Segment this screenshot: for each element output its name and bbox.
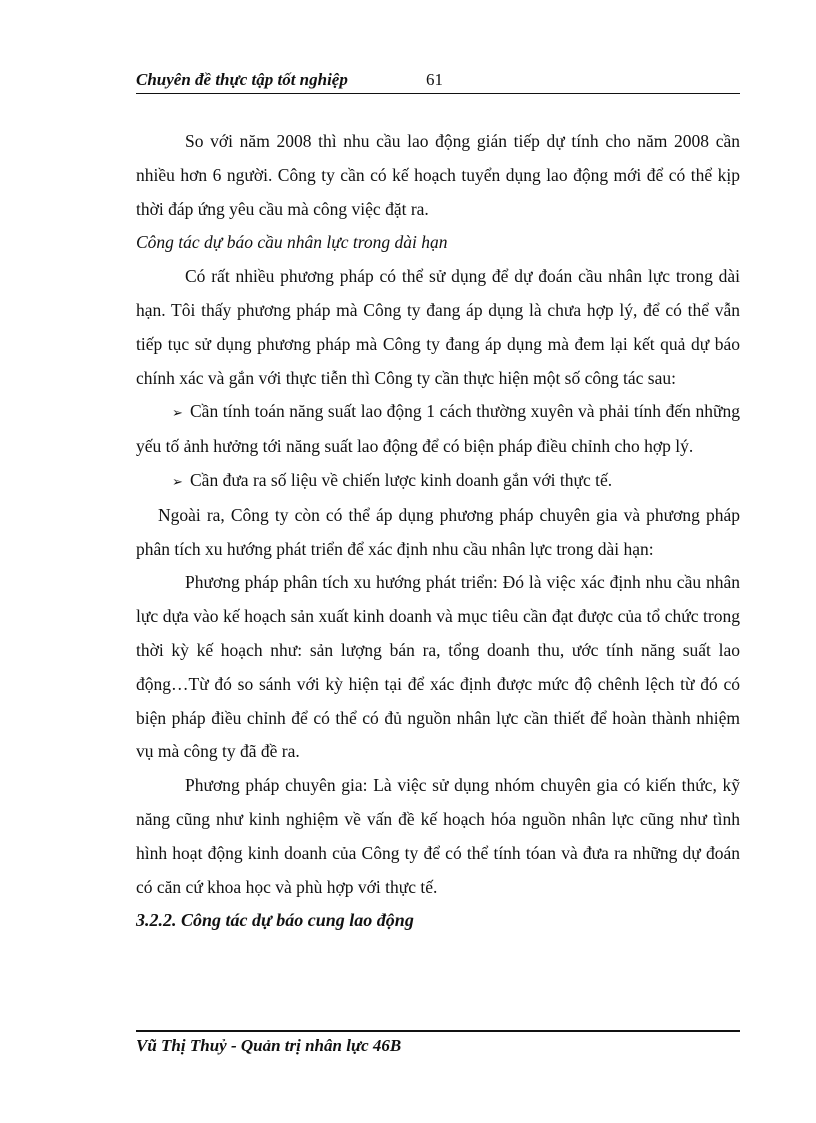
- arrow-bullet-icon: ➢: [172, 473, 183, 489]
- page-footer: Vũ Thị Thuỷ - Quản trị nhân lực 46B: [136, 1036, 402, 1055]
- paragraph: So với năm 2008 thì nhu cầu lao động gián tiếp dự tính cho năm 2008 cần nhiều hơn 6 người. Công ty cần có kế hoạch tuyển dụng lao động mới để có thể kịp thời đáp ứng yêu cầu mà công việc đặt ra.: [136, 131, 740, 219]
- header-rule: [136, 93, 740, 94]
- arrow-bullet-icon: ➢: [172, 405, 183, 421]
- header-title: Chuyên đề thực tập tốt nghiệp: [136, 70, 348, 89]
- page-header: [136, 70, 740, 92]
- page-number: 61: [426, 70, 443, 89]
- paragraph: Phương pháp chuyên gia: Là việc sử dụng nhóm chuyên gia có kiến thức, kỹ năng cũng như kinh nghiệm về vấn đề kế hoạch hóa nguồn nhân lực cũng như tình hình hoạt động kinh doanh của Công ty để có thể tính tóan và đưa ra những dự đoán có căn cứ khoa học và phù hợp với thực tế.: [136, 775, 740, 897]
- section-heading: 3.2.2. Công tác dự báo cung lao động: [136, 910, 414, 931]
- paragraph: Phương pháp phân tích xu hướng phát triển: Đó là việc xác định nhu cầu nhân lực dựa vào kế hoạch sản xuất kinh doanh và mục tiêu cần đạt được của tổ chức trong thời kỳ kế hoạch như: sản lượng bán ra, tổng doanh thu, ước tính năng suất lao động…Từ đó so sánh với kỳ hiện tại để xác định được mức độ chênh lệch từ đó có biện pháp điều chỉnh để có thể có đủ nguồn nhân lực cần thiết để hoàn thành nhiệm vụ mà công ty đã đề ra.: [136, 572, 740, 762]
- bullet-item: [136, 395, 740, 464]
- paragraph: Ngoài ra, Công ty còn có thể áp dụng phương pháp chuyên gia và phương pháp phân tích xu hướng phát triển để xác định nhu cầu nhân lực trong dài hạn:: [136, 504, 740, 559]
- bullet-item: [136, 464, 740, 499]
- paragraph: Có rất nhiều phương pháp có thể sử dụng để dự đoán cầu nhân lực trong dài hạn. Tôi thấy phương pháp mà Công ty đang áp dụng là chưa hợp lý, để có thể vẫn tiếp tục sử dụng phương pháp mà Công ty đang áp dụng mà đem lại kết quả dự báo chính xác và gắn với thực tiễn thì Công ty cần thực hiện một số công tác sau:: [136, 266, 740, 388]
- document-body: [136, 125, 740, 938]
- bullet-text: Cần tính toán năng suất lao động 1 cách thường xuyên và phải tính đến những yếu tố ảnh hưởng tới năng suất lao động để có biện pháp điều chỉnh cho hợp lý.: [136, 401, 740, 457]
- bullet-text: Cần đưa ra số liệu về chiến lược kinh doanh gắn với thực tế.: [190, 469, 613, 490]
- subheading: Công tác dự báo cầu nhân lực trong dài hạn: [136, 232, 448, 253]
- footer-rule: [136, 1030, 740, 1032]
